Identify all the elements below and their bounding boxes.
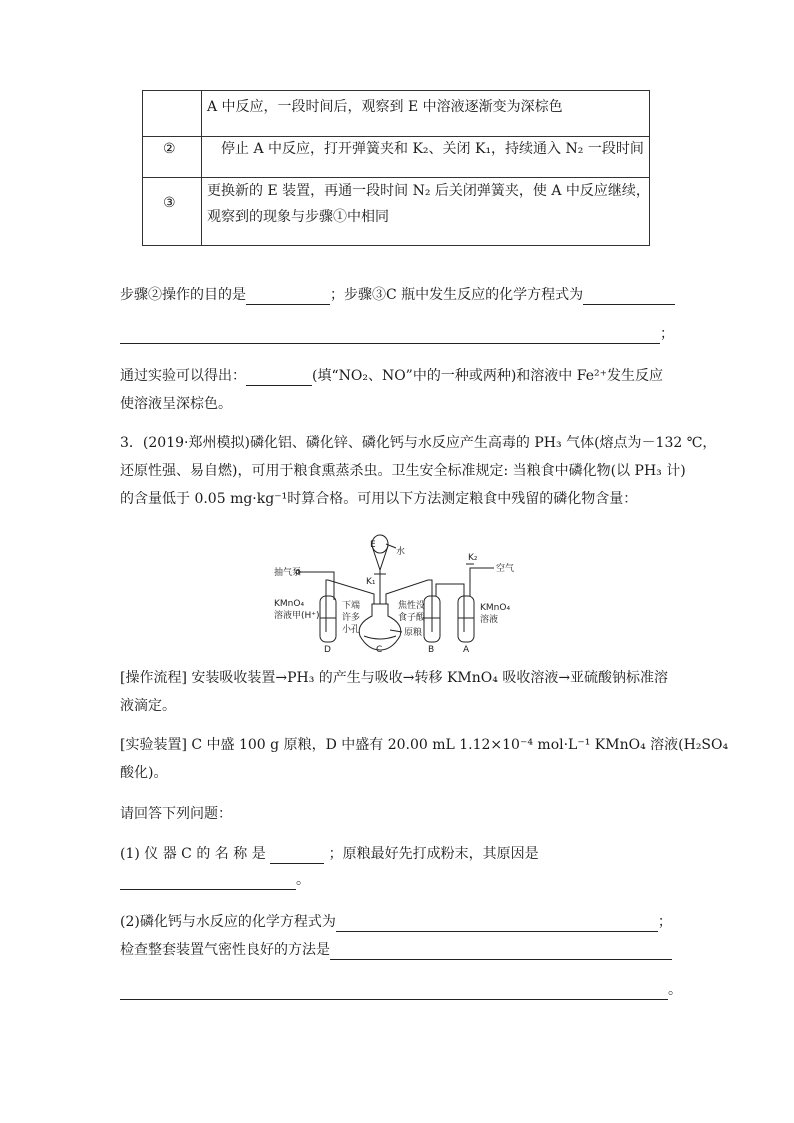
label-k2: K₂ <box>468 553 478 563</box>
table-row3-text-line2: 观察到的现象与步骤①中相同 <box>207 209 389 225</box>
answer-blank[interactable] <box>120 327 660 344</box>
q3-line1 <box>120 433 716 453</box>
answer-blank[interactable] <box>336 915 658 932</box>
q2-line2 <box>120 940 672 960</box>
experiment-steps-table <box>142 90 650 246</box>
conclusion-line2: 使溶液呈深棕色。 <box>120 396 232 412</box>
flask-c <box>359 604 401 650</box>
label-pyrogallol-2: 食子酸 <box>398 613 426 623</box>
label-pyrogallol-1: 焦性没 <box>398 601 426 611</box>
question-step-line <box>120 285 675 305</box>
label-bottom-end-2: 许多 <box>342 613 361 623</box>
device-line2: 酸化)。 <box>120 765 168 781</box>
label-grain: 原粮 <box>404 628 423 638</box>
q3-number: 3． <box>120 435 143 451</box>
q2-end1: ； <box>657 914 672 930</box>
q1-part2: ；原粮最好先打成粉末，其原因是 <box>328 846 539 862</box>
table-row3-text-line1: 更换新的 E 装置，再通一段时间 N₂ 后关闭弹簧夹，使 A 中反应继续， <box>207 183 650 199</box>
table-row-divider <box>143 177 649 178</box>
question-step-continuation <box>120 324 674 344</box>
device-line1: [实验装置] C 中盛 100 g 原粮，D 中盛有 20.00 mL 1.12×10⁻⁴ mol·L⁻¹ KMnO₄ 溶液(H₂SO₄ <box>120 737 729 753</box>
table-row-divider <box>143 136 649 137</box>
conclusion-line1 <box>120 366 663 386</box>
q2-line1 <box>120 912 672 932</box>
conclusion-part2: (填“NO₂、NO”中的一种或两种)和溶液中 Fe²⁺发生反应 <box>312 368 663 384</box>
label-e: E <box>370 540 376 550</box>
q1-part1: (1) 仪 器 C 的 名 称 是 <box>120 846 266 862</box>
label-kmno4-right-2: 溶液 <box>480 615 499 625</box>
q1-line2 <box>120 870 310 890</box>
question-step-part1: 步骤②操作的目的是 <box>120 287 246 303</box>
flask-c-grain-level <box>364 636 396 639</box>
q2-line3 <box>120 980 682 1000</box>
apparatus-diagram <box>268 524 530 654</box>
answer-blank[interactable] <box>583 288 675 305</box>
answer-blank[interactable] <box>246 288 330 305</box>
answer-blank[interactable] <box>330 943 672 960</box>
air-inlet <box>470 568 484 596</box>
q2-part2: 检查整套装置气密性良好的方法是 <box>120 942 330 958</box>
flow-line2: 液滴定。 <box>120 698 176 714</box>
tube-d <box>320 596 336 642</box>
label-k1: K₁ <box>366 577 376 587</box>
label-kmno4-left-2: 溶液甲(H⁺) <box>274 611 320 621</box>
label-b: B <box>428 645 435 654</box>
q1-line1 <box>120 844 539 864</box>
label-d: D <box>324 645 331 654</box>
question-step-end: ； <box>660 326 674 342</box>
label-kmno4-left-1: KMnO₄ <box>274 599 305 609</box>
answer-blank[interactable] <box>246 369 312 386</box>
question-step-part2: ；步骤③C 瓶中发生反应的化学方程式为 <box>330 287 584 303</box>
q2-part1: (2)磷化钙与水反应的化学方程式为 <box>120 914 336 930</box>
flow-line1: [操作流程] 安装吸收装置→PH₃ 的产生与吸收→转移 KMnO₄ 吸收溶液→亚硫酸钠标准溶 <box>120 670 669 686</box>
q3-source: (2019·郑州模拟) <box>142 435 250 451</box>
q3-line2: 还原性强、易自燃)，可用于粮食熏蒸杀虫。卫生安全标准规定: 当粮食中磷化物(以 PH₃ 计) <box>120 463 686 479</box>
label-air: 空气 <box>496 564 515 574</box>
tube-a <box>458 596 474 642</box>
label-c: C <box>376 645 383 654</box>
label-water: 水 <box>396 547 406 557</box>
table-column-divider <box>201 91 202 245</box>
q1-end: 。 <box>296 872 310 888</box>
table-row1-text: A 中反应，一段时间后，观察到 E 中溶液逐渐变为深棕色 <box>207 99 563 115</box>
table-row3-number: ③ <box>163 195 176 211</box>
answer-blank[interactable] <box>120 873 296 890</box>
answer-blank[interactable] <box>120 983 668 1000</box>
q2-end2: 。 <box>668 982 682 998</box>
answer-prompt: 请回答下列问题： <box>120 806 232 822</box>
label-a: A <box>463 645 470 654</box>
label-bottom-end-1: 下端 <box>342 601 361 611</box>
label-bottom-end-3: 小孔 <box>342 625 361 635</box>
label-pump: 抽气泵 <box>274 568 302 578</box>
q3-line1-text: 磷化铝、磷化锌、磷化钙与水反应产生高毒的 PH₃ 气体(熔点为－132 ℃， <box>249 435 717 451</box>
answer-blank[interactable] <box>270 847 324 864</box>
q3-line3: 的含量低于 0.05 mg·kg⁻¹时算合格。可用以下方法测定粮食中残留的磷化物含量： <box>120 491 638 507</box>
conclusion-part1: 通过实验可以得出： <box>120 368 246 384</box>
label-kmno4-right-1: KMnO₄ <box>480 603 511 613</box>
table-row2-number: ② <box>163 141 176 157</box>
table-row2-text: 停止 A 中反应，打开弹簧夹和 K₂、关闭 K₁，持续通入 N₂ 一段时间 <box>221 141 644 157</box>
